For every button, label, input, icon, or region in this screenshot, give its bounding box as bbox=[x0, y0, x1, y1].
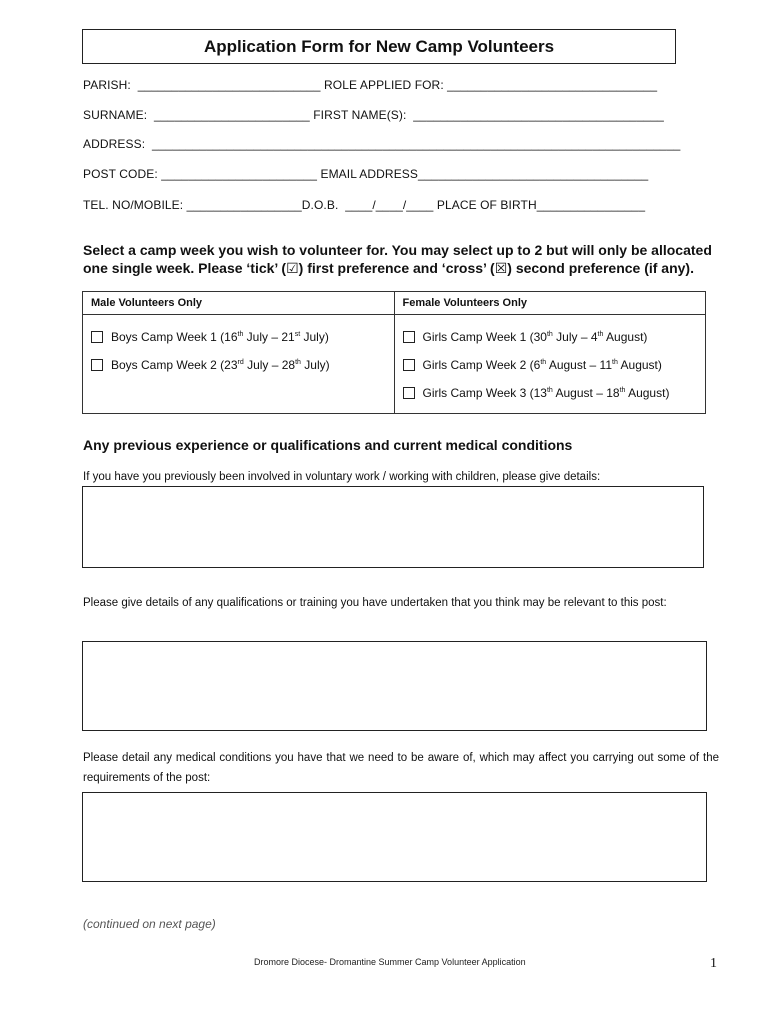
continued-note: (continued on next page) bbox=[83, 917, 216, 931]
form-title: Application Form for New Camp Volunteers bbox=[203, 36, 555, 56]
checkbox-icon[interactable] bbox=[91, 331, 103, 343]
male-volunteers-header: Male Volunteers Only bbox=[83, 292, 395, 315]
camp-week-table bbox=[82, 291, 706, 414]
checkbox-icon[interactable] bbox=[91, 359, 103, 371]
parish-role-line[interactable]: PARISH: ___________________________ ROLE APPLIED FOR: _______________________________ bbox=[83, 78, 658, 92]
girls-week-2-option[interactable] bbox=[403, 351, 706, 379]
boys-week-1-option[interactable] bbox=[91, 323, 394, 351]
boys-week-2-option[interactable] bbox=[91, 351, 394, 379]
postcode-email-line[interactable]: POST CODE: _______________________ EMAIL ADDRESS__________________________________ bbox=[83, 167, 649, 181]
qualifications-answer-box[interactable] bbox=[82, 641, 707, 731]
voluntary-work-question: If you have you previously been involved in voluntary work / working with children, please give details: bbox=[83, 471, 601, 483]
page-footer: Dromore Diocese- Dromantine Summer Camp Volunteer Application bbox=[254, 957, 526, 967]
girls-week-1-label: Girls Camp Week 1 (30th July – 4th August) bbox=[422, 330, 648, 344]
girls-week-2-label: Girls Camp Week 2 (6th August – 11th August) bbox=[422, 358, 662, 372]
camp-selection-instructions: Select a camp week you wish to volunteer for. You may select up to 2 but will only be allocated one single week. Please ‘tick’ (☑) first preference and ‘cross’ (☒) second preference (if any). bbox=[83, 242, 712, 276]
boys-week-2-label: Boys Camp Week 2 (23rd July – 28th July) bbox=[111, 358, 330, 372]
experience-section-heading: Any previous experience or qualifications and current medical conditions bbox=[83, 437, 573, 453]
tel-dob-birthplace-line[interactable]: TEL. NO/MOBILE: _________________D.O.B. ____/____/____ PLACE OF BIRTH________________ bbox=[83, 198, 646, 212]
checkbox-icon[interactable] bbox=[403, 331, 415, 343]
medical-answer-box[interactable] bbox=[82, 792, 707, 882]
surname-firstname-line[interactable]: SURNAME: _______________________ FIRST NAME(S): _____________________________________ bbox=[83, 108, 664, 122]
checkbox-icon[interactable] bbox=[403, 359, 415, 371]
girls-week-3-option[interactable] bbox=[403, 379, 706, 407]
female-volunteers-header: Female Volunteers Only bbox=[394, 292, 706, 315]
checkbox-icon[interactable] bbox=[403, 387, 415, 399]
page-number: 1 bbox=[710, 956, 717, 971]
voluntary-work-answer-box[interactable] bbox=[82, 486, 704, 568]
girls-week-1-option[interactable] bbox=[403, 323, 706, 351]
female-options-cell bbox=[394, 315, 706, 414]
male-options-cell bbox=[83, 315, 395, 414]
boys-week-1-label: Boys Camp Week 1 (16th July – 21st July) bbox=[111, 330, 329, 344]
qualifications-question: Please give details of any qualifications or training you have undertaken that you think may be relevant to this post: bbox=[83, 597, 667, 609]
girls-week-3-label: Girls Camp Week 3 (13th August – 18th August) bbox=[422, 386, 670, 400]
medical-question: Please detail any medical conditions you have that we need to be aware of, which may affect you carrying out some of the requirements of the post: bbox=[83, 752, 719, 784]
form-title-box bbox=[82, 29, 676, 64]
address-line[interactable]: ADDRESS: ______________________________________________________________________________ bbox=[83, 137, 681, 151]
